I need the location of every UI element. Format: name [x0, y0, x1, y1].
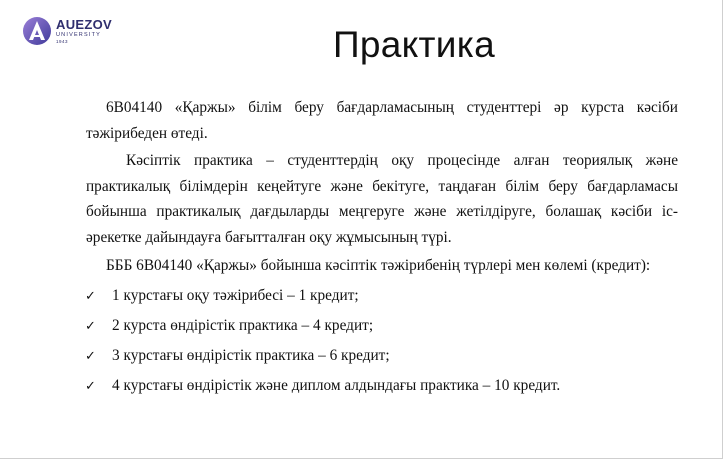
paragraph-intro: 6В04140 «Қаржы» білім беру бағдарламасының студенттері әр курста кәсіби тәжірибеден өтеді. — [86, 99, 678, 142]
logo-subtitle: UNIVERSITY — [56, 32, 102, 38]
logo-year: 1943 — [56, 38, 69, 44]
list-item — [85, 373, 678, 403]
check-icon: ✓ — [85, 288, 96, 304]
university-emblem-icon — [22, 16, 52, 46]
check-icon: ✓ — [85, 348, 96, 364]
check-icon: ✓ — [85, 318, 96, 334]
slide-title: Практика — [333, 24, 495, 65]
paragraph-types: БББ 6В04140 «Қаржы» бойынша кәсіптік тәжірибенің түрлері мен көлемі (кредит): — [106, 257, 651, 274]
check-icon: ✓ — [85, 378, 96, 394]
list-item — [85, 283, 678, 313]
paragraph-definition: Кәсіптік практика – студенттердің оқу процесінде алған теориялық және практикалық білімдерін кеңейтуге және бекітуге, таңдаған білім беру бағдарламасы бойынша практикалық дағдыларды меңгеруге және жетілдіруге, болашақ кәсіби іс-әрекетке дайындауға бағытталған оқу жұмысының түрі. — [86, 152, 678, 246]
list-item-text: 4 курстағы өндірістік және диплом алдындағы практика – 10 кредит. — [112, 376, 561, 394]
list-item-text: 3 курстағы өндірістік практика – 6 кредит; — [112, 346, 390, 364]
slide-body — [86, 95, 678, 403]
list-item-text: 1 курстағы оқу тәжірибесі – 1 кредит; — [112, 286, 359, 304]
list-item — [85, 313, 678, 343]
list-item — [85, 343, 678, 373]
university-logo — [22, 16, 112, 46]
logo-name: AUEZOV — [56, 17, 112, 32]
practice-list — [86, 283, 678, 403]
list-item-text: 2 курста өндірістік практика – 4 кредит; — [112, 316, 374, 334]
